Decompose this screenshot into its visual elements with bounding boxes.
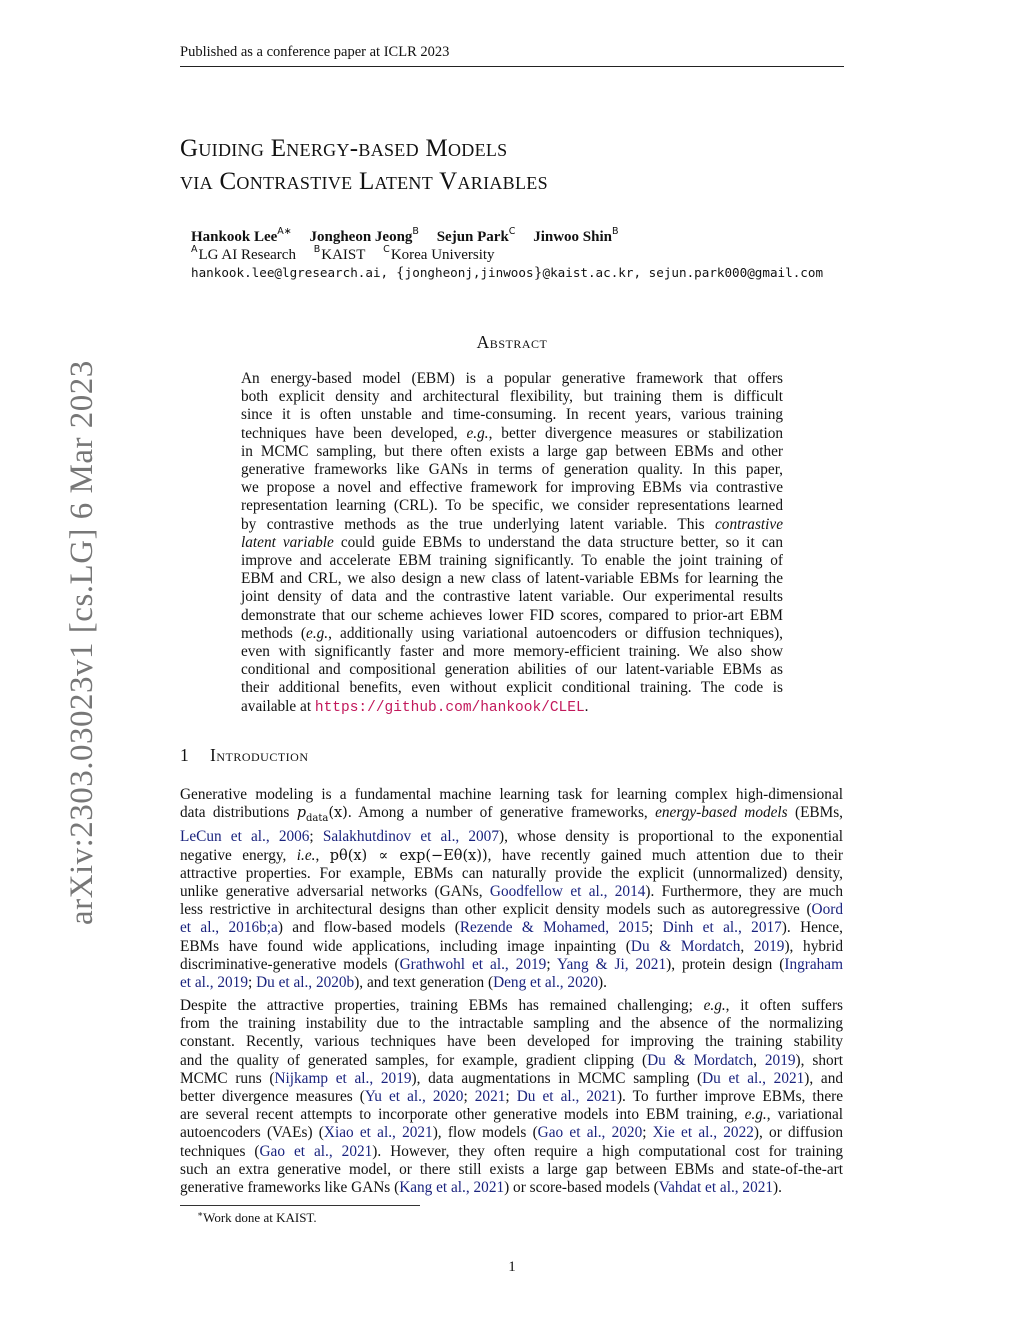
abstract-line: both explicit density and architectural flexibility, but training them is difficult <box>241 388 783 406</box>
author-name: Sejun Park <box>436 229 509 245</box>
abstract-line: even with significantly faster and more memory-efficient training. We also show <box>241 643 783 661</box>
text-run: EBMs have found wide applications, including image inpainting ( <box>180 937 631 955</box>
email-3[interactable]: sejun.park000@gmail.com <box>648 265 824 280</box>
body-line: negative energy, i.e., pθ(x) ∝ exp(−Eθ(x)), have recently gained much attention due to their <box>180 846 843 864</box>
text-run: generative frameworks like GANs ( <box>180 1179 400 1197</box>
text-run: , have recently gained much attention due to their <box>487 846 843 864</box>
text-run: . Among a number of generative frameworks, <box>347 804 656 822</box>
email-brace-close: } <box>533 265 543 281</box>
text-run: ; <box>309 828 323 846</box>
body-line <box>180 1143 843 1161</box>
citation-link[interactable]: Oord <box>811 901 843 919</box>
citation-link[interactable]: Rezende & Mohamed, 2015 <box>459 919 650 937</box>
text-run: ), hybrid <box>784 937 843 955</box>
text-run: ), or diffusion <box>753 1124 843 1142</box>
text-italic: energy-based models <box>655 804 788 822</box>
text-run: , additionally using variational autoencoders or diffusion techniques), <box>328 624 783 642</box>
citation-link[interactable]: 2021 <box>474 1088 506 1106</box>
footnote <box>197 1210 317 1226</box>
affiliations <box>191 246 495 264</box>
abstract-line: EBM and CRL, we also design a new class of latent-variable EBMs for learning the <box>241 570 783 588</box>
citation-link[interactable]: 2019 <box>753 937 785 955</box>
text-run: are several recent attempts to incorporate other generative models into EBM training, <box>180 1106 745 1124</box>
text-run: ), short <box>795 1051 843 1069</box>
running-header: Published as a conference paper at ICLR 2023 <box>180 44 450 60</box>
text-run: negative energy, <box>180 846 297 864</box>
text-italic: latent variable <box>241 533 334 551</box>
math-pdata <box>296 805 348 825</box>
text-run: ) or score-based models ( <box>504 1179 659 1197</box>
text-run: ), protein design ( <box>666 955 785 973</box>
body-line <box>180 997 843 1015</box>
header-rule <box>180 66 844 67</box>
citation-link[interactable]: Xiao et al., 2021 <box>323 1124 433 1142</box>
text-run: methods ( <box>241 624 307 642</box>
abstract-line <box>241 698 783 717</box>
text-run: techniques have been developed, <box>241 424 467 442</box>
text-run: better divergence measures ( <box>180 1088 365 1106</box>
abstract-line: An energy-based model (EBM) is a popular generative framework that offers <box>241 370 783 387</box>
text-italic: e.g. <box>703 997 726 1014</box>
text-run: ), whose density is proportional to the exponential <box>498 828 844 846</box>
body-line: et al., 2016b;a) and flow-based models (Rezende & Mohamed, 2015; Dinh et al., 2017). Hence, <box>180 919 843 937</box>
text-run: , it often suffers <box>725 997 844 1014</box>
math-arg: (x) <box>328 805 348 822</box>
text-run: techniques ( <box>180 1142 260 1160</box>
abstract-line: their additional benefits, even without explicit conditional training. The code is <box>241 679 783 697</box>
citation-link[interactable]: Xie et al., 2022 <box>652 1124 754 1142</box>
body-line <box>180 883 843 901</box>
page-number: 1 <box>508 1259 516 1275</box>
abstract-line: representation learning (CRL). To be specific, we consider representations learned <box>241 497 783 515</box>
text-run: ), and <box>804 1069 843 1087</box>
body-line: EBMs have found wide applications, including image inpainting (Du & Mordatch, 2019), hybrid <box>180 937 843 955</box>
text-italic: e.g. <box>306 624 329 642</box>
text-run: ), flow models ( <box>432 1124 538 1142</box>
text-italic: e.g. <box>466 424 489 442</box>
affil-mark: A <box>191 244 198 255</box>
abstract-line: generative frameworks like GANs in terms of generation quality. In this paper, <box>241 461 783 479</box>
citation-link[interactable]: Vahdat et al., 2021 <box>658 1179 774 1197</box>
text-italic: i.e. <box>296 846 316 864</box>
citation-link[interactable]: Goodfellow et al., 2014 <box>489 882 646 900</box>
citation-link[interactable]: Du & Mordatch <box>630 937 741 955</box>
email-1[interactable]: hankook.lee@lgresearch.ai, <box>191 265 389 280</box>
text-run: . <box>584 697 589 715</box>
affil-mark: C <box>383 244 390 255</box>
text-run: , better divergence measures or stabilization <box>488 424 783 442</box>
body-line <box>180 1070 843 1088</box>
math-sub: data <box>306 813 329 825</box>
body-line: and the quality of generated samples, for example, gradient clipping (Du & Mordatch, 2019), short <box>180 1051 843 1069</box>
text-run: ), and text generation ( <box>354 973 494 991</box>
email-brace-open: { <box>395 265 405 281</box>
text-run: unlike generative adversarial networks (GANs, <box>180 882 490 900</box>
author-name: Jongheon Jeong <box>309 229 413 245</box>
abstract-line: since it is often unstable and time-consuming. In recent years, various training <box>241 406 783 424</box>
footnote-rule <box>180 1205 420 1206</box>
body-line: Generative modeling is a fundamental machine learning task for learning complex high-dimensional <box>180 786 843 803</box>
citation-link[interactable]: Yu et al., 2020 <box>364 1088 464 1106</box>
text-run: ). However, they often require a high computational cost for training <box>372 1142 843 1160</box>
text-run: by contrastive methods as the true underlying latent variable. This <box>241 515 716 533</box>
citation-link[interactable]: et al., 2019 <box>180 973 248 991</box>
citation-link[interactable]: Du et al., 2020b <box>256 973 355 991</box>
author-list <box>191 228 619 246</box>
abstract-line <box>241 516 783 534</box>
text-run: Despite the attractive properties, training EBMs has remained challenging; <box>180 997 704 1014</box>
citation-link[interactable]: Du et al., 2021 <box>702 1069 805 1087</box>
section-number: 1 <box>180 745 189 765</box>
author-mark: B <box>412 226 419 237</box>
citation-link[interactable]: Grathwohl et al., 2019 <box>399 955 547 973</box>
text-run: autoencoders (VAEs) ( <box>180 1124 324 1142</box>
citation-link[interactable]: LeCun et al., 2006 <box>180 828 310 846</box>
email-2-domain[interactable]: @kaist.ac.kr, <box>542 265 642 280</box>
section-heading <box>180 745 309 766</box>
abstract-heading: Abstract <box>476 332 548 352</box>
abstract-line: joint density of data and the contrastive latent variable. Our experimental results <box>241 588 783 606</box>
author-mark: C <box>508 226 516 237</box>
author-name: Jinwoo Shin <box>533 229 612 245</box>
title-line-1: Guiding Energy-based Models <box>180 135 508 162</box>
intro-paragraph-1 <box>180 786 843 992</box>
abstract-line: improve and accelerate EBM training significantly. To enable the joint training of <box>241 552 783 570</box>
text-run: ). <box>598 973 607 991</box>
abstract-line <box>241 534 783 552</box>
affil-name: Korea University <box>390 247 495 263</box>
citation-link[interactable]: Salakhutdinov et al., 2007 <box>322 828 499 846</box>
text-run: available at <box>241 697 315 715</box>
body-line: such an extra generative model, or there still exists a large gap between EBMs and state-of-the-art <box>180 1160 843 1178</box>
body-line <box>180 901 843 919</box>
body-line: autoencoders (VAEs) (Xiao et al., 2021), flow models (Gao et al., 2020; Xie et al., 2022), or diffusion <box>180 1124 843 1142</box>
email-2-names[interactable]: jongheonj,jinwoos <box>404 265 534 280</box>
text-run: MCMC runs ( <box>180 1069 275 1087</box>
abstract-line <box>241 425 783 443</box>
text-run: could guide EBMs to understand the data structure better, so it can <box>333 533 783 551</box>
citation-link[interactable]: Du et al., 2021 <box>516 1088 617 1106</box>
abstract-line: in MCMC sampling, but there often exists a large gap between EBMs and other <box>241 442 783 460</box>
citation-link[interactable]: 2019 <box>764 1051 796 1069</box>
citation-link[interactable]: Yang & Ji, 2021 <box>557 955 667 973</box>
text-italic: contrastive <box>715 515 783 533</box>
math-energy: pθ(x) ∝ exp(−Eθ(x)) <box>329 847 488 864</box>
citation-link[interactable]: Du & Mordatch <box>647 1051 754 1069</box>
paper-title <box>180 132 548 198</box>
title-line-2: via Contrastive Latent Variables <box>180 168 548 195</box>
affil-mark: B <box>313 244 321 255</box>
citation-link[interactable]: Gao et al., 2021 <box>259 1142 373 1160</box>
text-run: ). To further improve EBMs, there <box>616 1088 843 1106</box>
text-run: (EBMs, <box>787 804 844 822</box>
text-run: and the quality of generated samples, for example, gradient clipping ( <box>180 1051 648 1069</box>
citation-link[interactable]: Kang et al., 2021 <box>399 1179 505 1197</box>
citation-link[interactable]: Nijkamp et al., 2019 <box>274 1069 412 1087</box>
abstract-line: demonstrate that our scheme achieves lower FID scores, compared to prior-art EBM <box>241 606 783 624</box>
body-line <box>180 1179 843 1197</box>
text-run: , variational <box>766 1106 844 1124</box>
body-line: better divergence measures (Yu et al., 2020; 2021; Du et al., 2021). To further improve EBMs, there <box>180 1088 843 1106</box>
text-run: ), data augmentations in MCMC sampling ( <box>411 1069 703 1087</box>
author-mark: B <box>611 226 619 237</box>
affil-name: LG AI Research <box>198 247 296 263</box>
text-run: ). Furthermore, they are much <box>645 882 843 900</box>
author-name: Hankook Lee <box>191 229 278 245</box>
text-run: ). Hence, <box>781 919 843 937</box>
affil-name: KAIST <box>321 247 366 263</box>
arxiv-stamp: arXiv:2303.03023v1 [cs.LG] 6 Mar 2023 <box>64 360 100 925</box>
footnote-text: Work done at KAIST. <box>203 1210 317 1225</box>
abstract-line <box>241 625 783 643</box>
footnote-mark: ∗ <box>197 1209 204 1219</box>
body-line: discriminative-generative models (Grathwohl et al., 2019; Yang & Ji, 2021), protein design (Ingraham <box>180 955 843 973</box>
body-line <box>180 828 843 846</box>
text-run: ). <box>773 1179 782 1197</box>
abstract-line: conditional and compositional generation abilities of our latent-variable EBMs as <box>241 661 783 679</box>
author-mark: A∗ <box>277 226 292 237</box>
body-line: et al., 2019; Du et al., 2020b), and text generation (Deng et al., 2020). <box>180 973 607 991</box>
citation-link[interactable]: Dinh et al., 2017 <box>662 919 782 937</box>
abstract-line: we propose a novel and effective framework for improving EBMs via contrastive <box>241 479 783 497</box>
author-emails <box>191 265 823 281</box>
text-run: less restrictive in architectural designs than other explicit density models such as autoregressive ( <box>180 901 812 919</box>
body-line <box>180 804 843 828</box>
abstract-body <box>241 370 783 717</box>
citation-link[interactable]: Deng et al., 2020 <box>493 973 599 991</box>
math-p: p <box>296 805 306 822</box>
intro-paragraph-2 <box>180 997 843 1197</box>
text-run: ) and flow-based models ( <box>277 919 460 937</box>
citation-link[interactable]: Ingraham <box>784 955 843 973</box>
body-line: constant. Recently, various techniques have been developed for improving the training stability <box>180 1033 843 1051</box>
body-line: from the training instability due to the intractable sampling and the absence of the normalizing <box>180 1015 843 1033</box>
citation-link[interactable]: Gao et al., 2020 <box>537 1124 643 1142</box>
body-line: attractive properties. For example, EBMs can naturally provide the explicit (unnormalized) density, <box>180 864 843 882</box>
section-title: Introduction <box>210 745 309 765</box>
citation-link[interactable]: et al., 2016b;a <box>180 919 278 937</box>
text-italic: e.g. <box>744 1106 767 1124</box>
text-run: data distributions <box>180 804 297 822</box>
code-link[interactable]: https://github.com/hankook/CLEL <box>314 699 585 716</box>
text-run: discriminative-generative models ( <box>180 955 400 973</box>
body-line <box>180 1106 843 1124</box>
